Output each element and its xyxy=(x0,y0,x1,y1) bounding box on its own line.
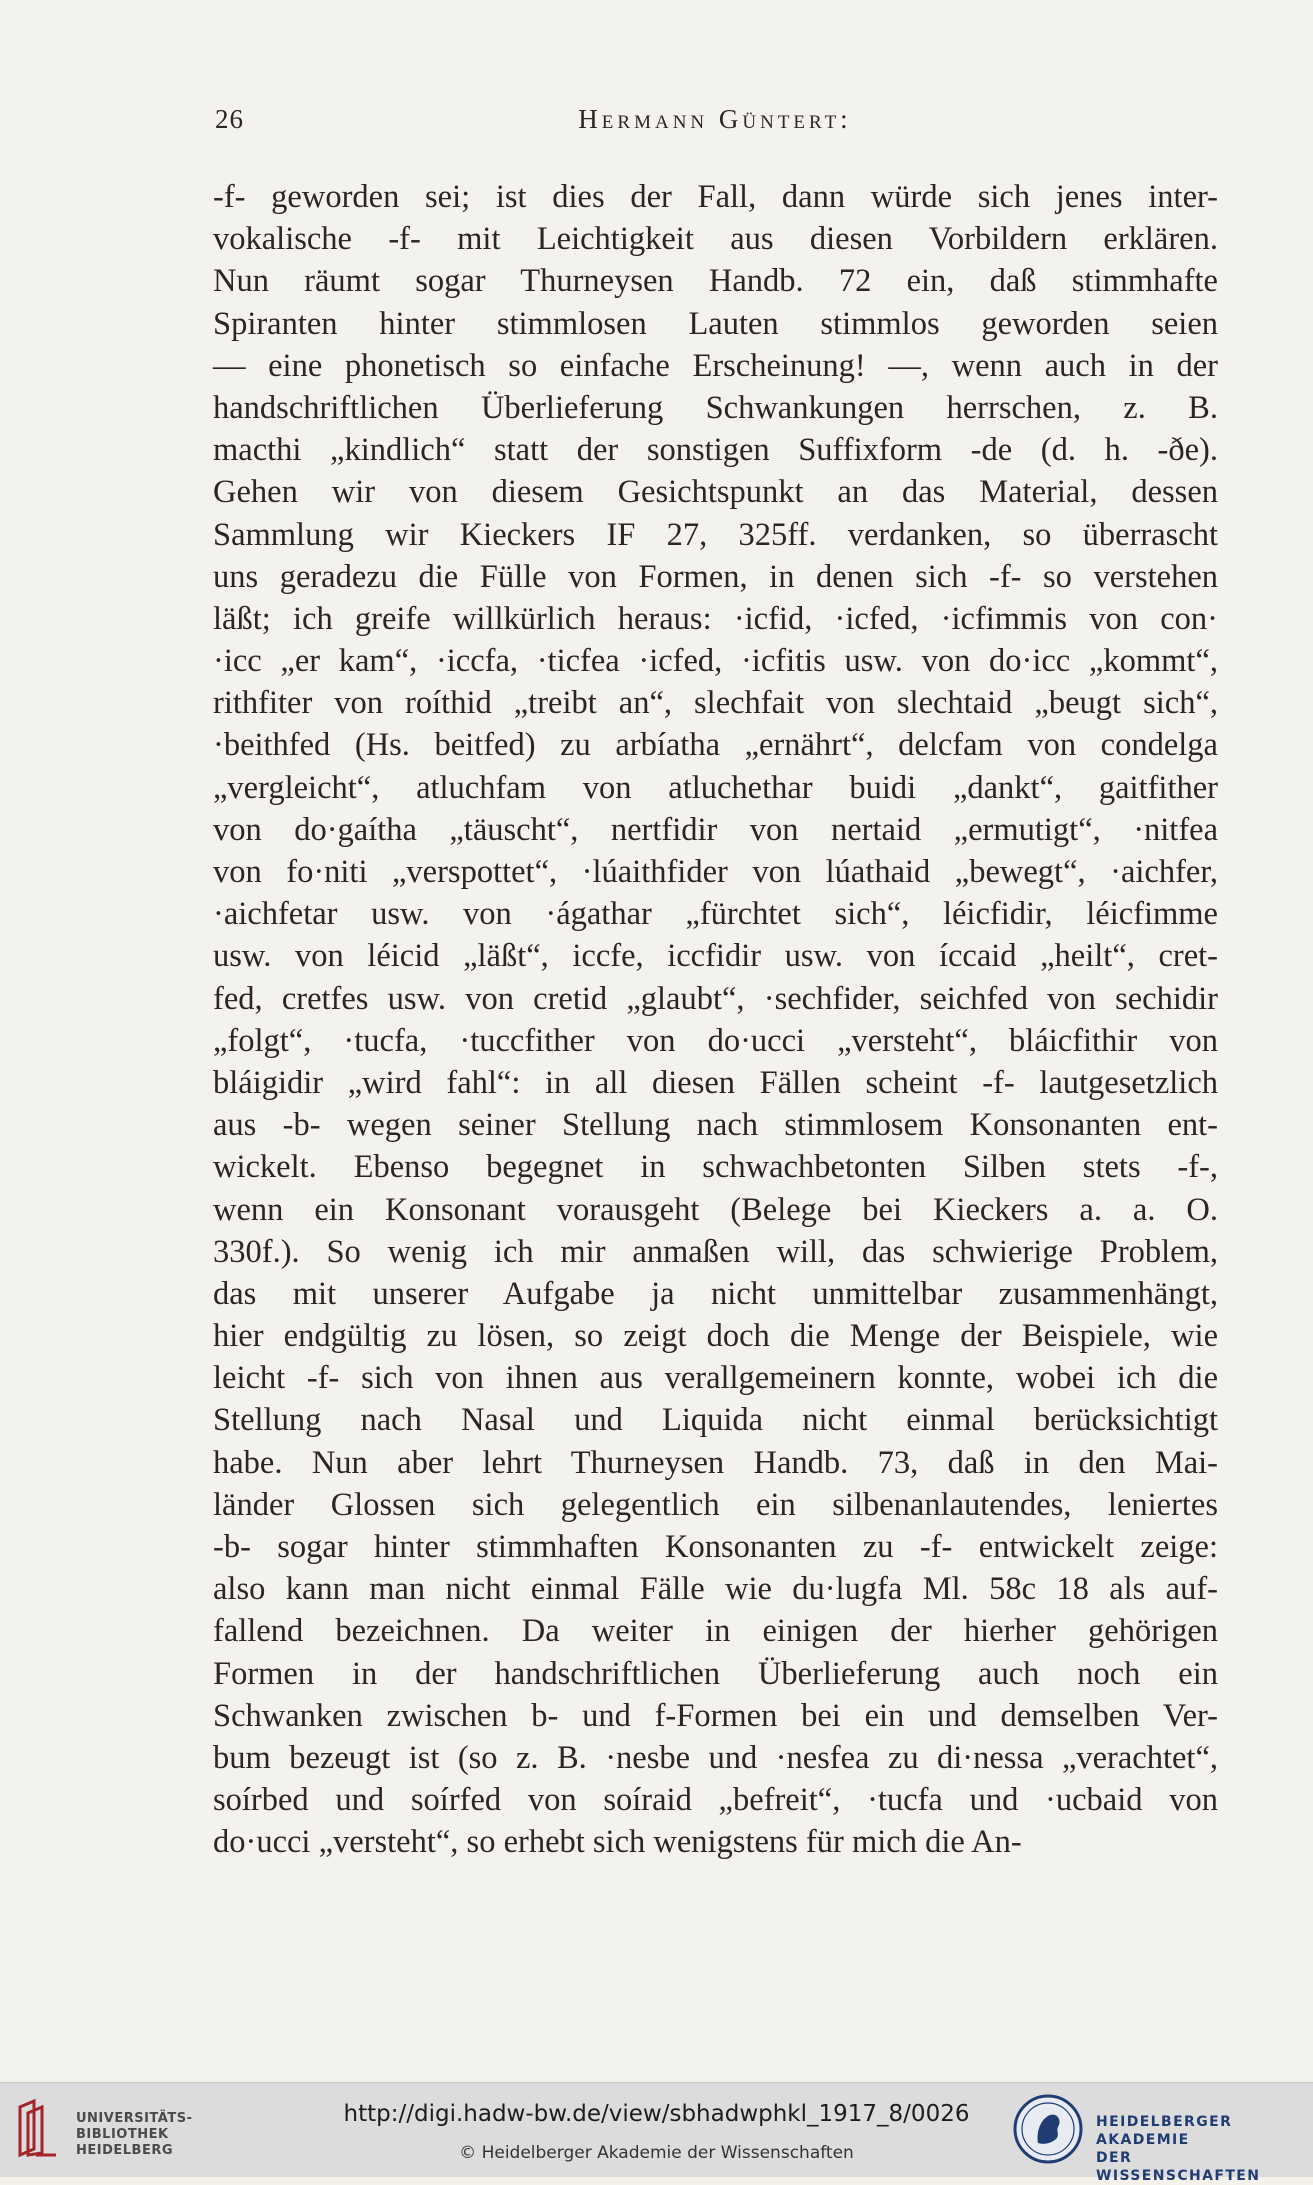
text-line: -b- sogar hinter stimmhaften Konsonanten zu -f- entwickelt zeige: xyxy=(213,1529,1218,1565)
document-url-link[interactable]: http://digi.hadw-bw.de/view/sbhadwphkl_1917_8/0026 xyxy=(343,2101,970,2127)
text-line: Gehen wir von diesem Gesichtspunkt an das Material, dessen xyxy=(213,474,1218,511)
text-line: leicht -f- sich von ihnen aus verallgemeinern konnte, wobei ich die xyxy=(213,1360,1218,1397)
text-line: ·aichfetar usw. von ·ágathar „fürchtet sich“, léicfidir, léicfimme xyxy=(213,896,1218,933)
academy-name: HEIDELBERGER AKADEMIE DER WISSENSCHAFTEN xyxy=(1096,2114,1261,2184)
page-header xyxy=(215,100,1215,140)
text-line: 330f.). So wenig ich mir anmaßen will, das schwierige Problem, xyxy=(213,1233,1218,1270)
text-line: ·icc „er kam“, ·iccfa, ·ticfea ·icfed, ·icfitis usw. von do·icc „kommt“, xyxy=(213,643,1218,680)
text-line: bláigidir „wird fahl“: in all diesen Fällen scheint -f- lautgesetzlich xyxy=(213,1064,1218,1101)
text-line: also kann man nicht einmal Fälle wie du·lugfa Ml. 58c 18 als auf- xyxy=(213,1571,1218,1608)
text-line: wenn ein Konsonant vorausgeht (Belege bei Kieckers a. a. O. xyxy=(213,1191,1218,1228)
text-line: usw. von léicid „läßt“, iccfe, iccfidir usw. von íccaid „heilt“, cret- xyxy=(213,938,1218,975)
text-line: länder Glossen sich gelegentlich ein silbenanlautendes, leniertes xyxy=(213,1486,1218,1523)
text-line: -f- geworden sei; ist dies der Fall, dann würde sich jenes inter- xyxy=(213,179,1218,215)
text-line: Spiranten hinter stimmlosen Lauten stimmlos geworden seien xyxy=(213,305,1218,342)
text-line: rithfiter von roíthid „treibt an“, slechfait von slechtaid „beugt sich“, xyxy=(213,685,1218,722)
body-text xyxy=(213,176,1218,1864)
text-line: — eine phonetisch so einfache Erscheinung! —, wenn auch in der xyxy=(213,347,1218,384)
text-line: aus -b- wegen seiner Stellung nach stimmlosem Konsonanten ent- xyxy=(213,1107,1218,1144)
text-line: macthi „kindlich“ statt der sonstigen Suffixform -de (d. h. -ðe). xyxy=(213,432,1218,469)
library-name: UNIVERSITÄTS- BIBLIOTHEK HEIDELBERG xyxy=(76,2111,193,2158)
text-line: hier endgültig zu lösen, so zeigt doch die Menge der Beispiele, wie xyxy=(213,1318,1218,1355)
text-line: uns geradezu die Fülle von Formen, in denen sich -f- so verstehen xyxy=(213,558,1218,595)
text-line: „folgt“, ·tucfa, ·tuccfither von do·ucci „versteht“, bláicfithir von xyxy=(213,1022,1218,1059)
text-line: Schwanken zwischen b- und f-Formen bei ein und demselben Ver- xyxy=(213,1697,1218,1734)
text-line: ·beithfed (Hs. beitfed) zu arbíatha „ernährt“, delcfam von condelga xyxy=(213,727,1218,764)
text-line: do·ucci „versteht“, so erhebt sich wenigstens für mich die An- xyxy=(213,1824,1022,1861)
text-line: „vergleicht“, atluchfam von atluchethar buidi „dankt“, gaitfither xyxy=(213,769,1218,806)
text-line: das mit unserer Aufgabe ja nicht unmittelbar zusammenhängt, xyxy=(213,1275,1218,1312)
text-line: Sammlung wir Kieckers IF 27, 325ff. verdanken, so überrascht xyxy=(213,516,1218,553)
copyright-notice: © Heidelberger Akademie der Wissenschaften xyxy=(459,2143,854,2163)
academy-seal-icon xyxy=(1012,2093,1084,2165)
text-line: von fo·niti „verspottet“, ·lúaithfider von lúathaid „bewegt“, ·aichfer, xyxy=(213,854,1218,890)
text-line: wickelt. Ebenso begegnet in schwachbetonten Silben stets -f-, xyxy=(213,1149,1218,1186)
text-line: handschriftlichen Überlieferung Schwankungen herrschen, z. B. xyxy=(213,389,1218,426)
text-line: läßt; ich greife willkürlich heraus: ·icfid, ·icfed, ·icfimmis von con· xyxy=(213,600,1218,637)
academy-logo[interactable] xyxy=(1012,2093,1302,2184)
text-line: Nun räumt sogar Thurneysen Handb. 72 ein, daß stimmhafte xyxy=(213,263,1218,300)
text-line: Formen in der handschriftlichen Überlieferung auch noch ein xyxy=(213,1655,1218,1692)
running-head: Hermann Güntert: xyxy=(578,104,852,134)
page-number: 26 xyxy=(215,104,244,134)
text-line: habe. Nun aber lehrt Thurneysen Handb. 73, daß in den Mai- xyxy=(213,1444,1218,1481)
text-line: soírbed und soírfed von soíraid „befreit“, ·tucfa und ·ucbaid von xyxy=(213,1782,1218,1819)
text-line: bum bezeugt ist (so z. B. ·nesbe und ·nesfea zu di·nessa „verachtet“, xyxy=(213,1739,1218,1776)
text-line: Stellung nach Nasal und Liquida nicht einmal berücksichtigt xyxy=(213,1402,1218,1439)
viewer-footer xyxy=(0,2082,1313,2184)
text-line: von do·gaítha „täuscht“, nertfidir von nertaid „ermutigt“, ·nitfea xyxy=(213,811,1218,848)
text-line: fed, cretfes usw. von cretid „glaubt“, ·sechfider, seichfed von sechidir xyxy=(213,980,1218,1017)
text-line: vokalische -f- mit Leichtigkeit aus diesen Vorbildern erklären. xyxy=(213,221,1218,258)
text-line: fallend bezeichnen. Da weiter in einigen der hierher gehörigen xyxy=(213,1613,1218,1650)
